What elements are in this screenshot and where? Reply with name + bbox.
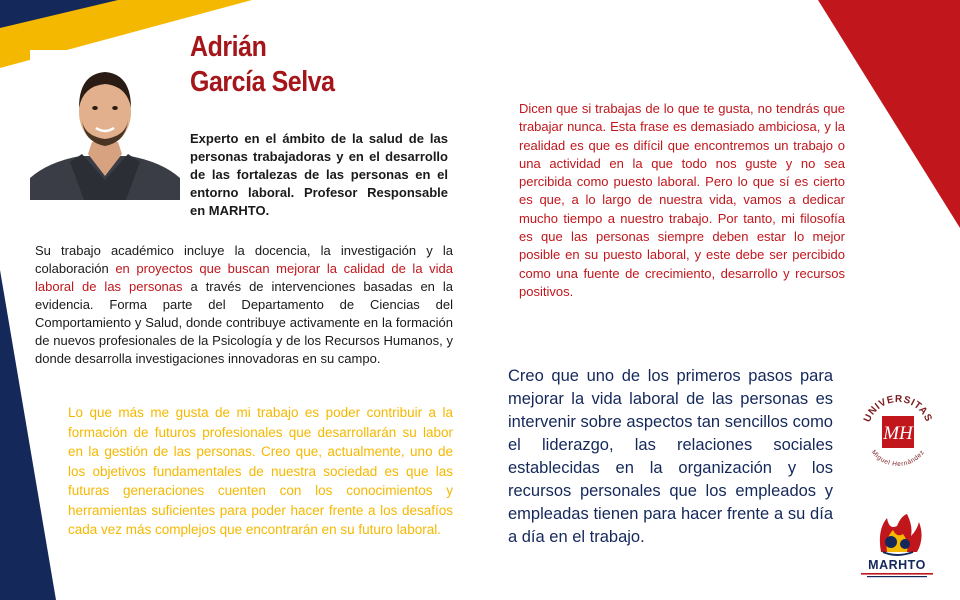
quote-philosophy: Dicen que si trabajas de lo que te gusta, no tendrás que trabajar nunca. Esta frase es demasiado ambiciosa, y la realidad es que es difícil que encontremos un trabajo o una actividad en la que todo nos guste y no sea percibida como puesto laboral. Pero lo que sí es cierto es que, a lo largo de nuestra vida, vamos a dedicar mucho tiempo a nuestro trabajo. Por tanto, mi filosofía es que las personas siempre deben estar lo mejor posible en su puesto laboral, y este debe ser percibido como una fuente de crecimiento, desarrollo y recursos positivos. bbox=[519, 101, 845, 299]
bio-paragraph bbox=[35, 242, 453, 368]
umh-ring-top: UNIVERSITAS bbox=[861, 393, 935, 425]
person-name bbox=[190, 30, 335, 100]
portrait-photo bbox=[30, 50, 180, 200]
bio-text-part2: a través de intervenciones basadas en la evidencia. Forma parte del Departamento de Ciencias del Comportamiento y Salud, donde contribuye activamente en la formación de nuevos profesionales de la Psicología y de los Recursos Humanos, y donde desarrolla investigaciones innovadoras en su campo. bbox=[35, 279, 453, 366]
first-name: Adrián bbox=[190, 31, 267, 63]
umh-ring-bottom: Miguel Hernández bbox=[869, 448, 927, 469]
marhto-name: MARHTO bbox=[868, 558, 926, 572]
umh-mark: MH bbox=[883, 423, 913, 444]
marhto-logo bbox=[855, 512, 939, 580]
role-description: Experto en el ámbito de la salud de las personas trabajadoras y en el desarrollo de las fortalezas de las personas en el entorno laboral. Profesor Responsable en MARHTO. bbox=[190, 131, 448, 218]
quote-favorite-work: Lo que más me gusta de mi trabajo es poder contribuir a la formación de futuros profesionales que desarrollarán su labor en la gestión de las personas. Creo que, actualmente, uno de los objetivos fundamentales de nuestra sociedad es que las futuras generaciones cuenten con los conocimientos y herramientas suficientes para poder hacer frente a los desafíos cada vez más complejos que encontrarán en su futuro laboral. bbox=[68, 405, 453, 537]
quote-first-steps: Creo que uno de los primeros pasos para mejorar la vida laboral de las personas es intervenir sobre aspectos tan sencillos como el liderazgo, las relaciones sociales establecidas en la organización y los recursos personales que los empleados y empleadas tienen para hacer frente a su día a día en el trabajo. bbox=[508, 367, 833, 546]
umh-logo bbox=[858, 392, 938, 472]
bio-highlight: en proyectos que buscan mejorar la calidad de la vida laboral de las personas bbox=[35, 261, 454, 294]
svg-text:Miguel Hernández bbox=[870, 449, 926, 468]
bio-text-part1: Su trabajo académico incluye la docencia, la investigación y la colaboración bbox=[35, 243, 453, 276]
last-name: García Selva bbox=[190, 66, 335, 98]
